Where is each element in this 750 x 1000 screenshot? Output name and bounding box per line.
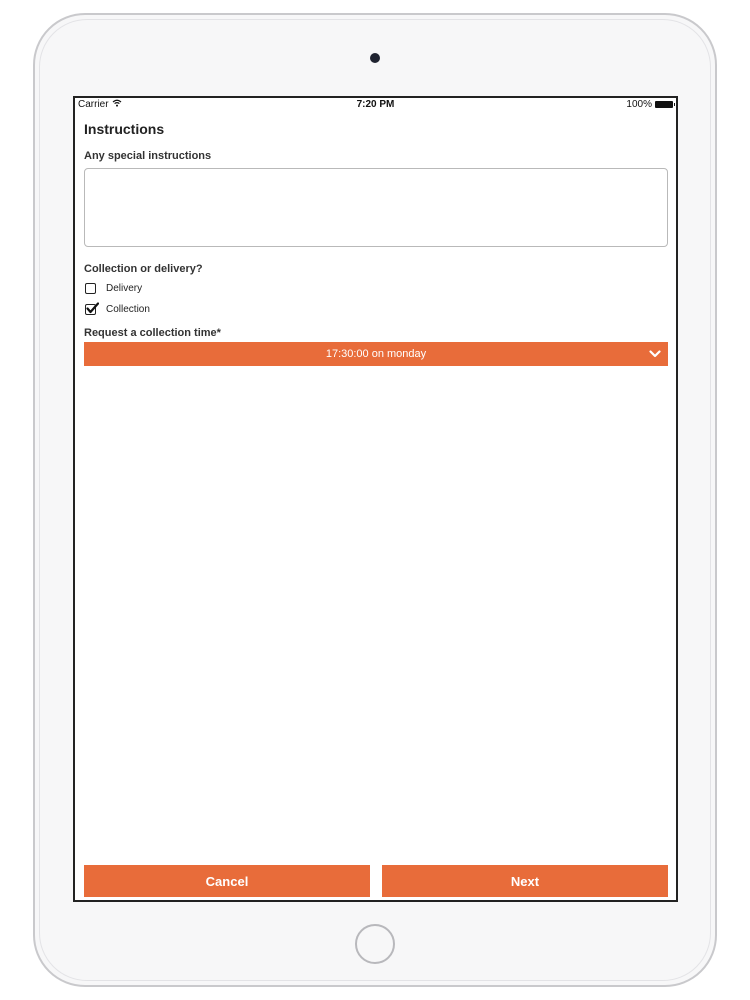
footer-actions <box>84 865 668 897</box>
battery-icon <box>655 101 673 108</box>
cancel-button[interactable]: Cancel <box>84 865 370 897</box>
delivery-checkbox[interactable] <box>85 283 96 294</box>
home-button[interactable] <box>355 924 395 964</box>
checkmark-icon <box>86 302 99 315</box>
status-bar <box>75 98 676 112</box>
page-title: Instructions <box>84 121 165 137</box>
mode-label: Collection or delivery? <box>84 263 203 275</box>
instructions-label: Any special instructions <box>84 150 212 162</box>
collection-checkbox[interactable] <box>85 304 96 315</box>
camera <box>370 53 380 63</box>
form-content <box>84 118 668 366</box>
carrier-label: Carrier <box>78 99 109 110</box>
collection-label: Collection <box>106 303 150 315</box>
status-time: 7:20 PM <box>356 99 395 110</box>
option-collection[interactable] <box>84 301 668 317</box>
delivery-label: Delivery <box>106 282 143 294</box>
app-screen <box>73 96 678 902</box>
collection-time-select[interactable] <box>84 342 668 366</box>
status-right <box>626 99 673 110</box>
collection-time-value: 17:30:00 on monday <box>325 348 427 360</box>
option-delivery[interactable] <box>84 280 668 296</box>
time-label: Request a collection time* <box>84 327 221 339</box>
battery-percent: 100% <box>626 99 652 110</box>
next-button[interactable]: Next <box>382 865 668 897</box>
chevron-down-icon <box>649 349 661 362</box>
instructions-field[interactable] <box>84 168 668 247</box>
